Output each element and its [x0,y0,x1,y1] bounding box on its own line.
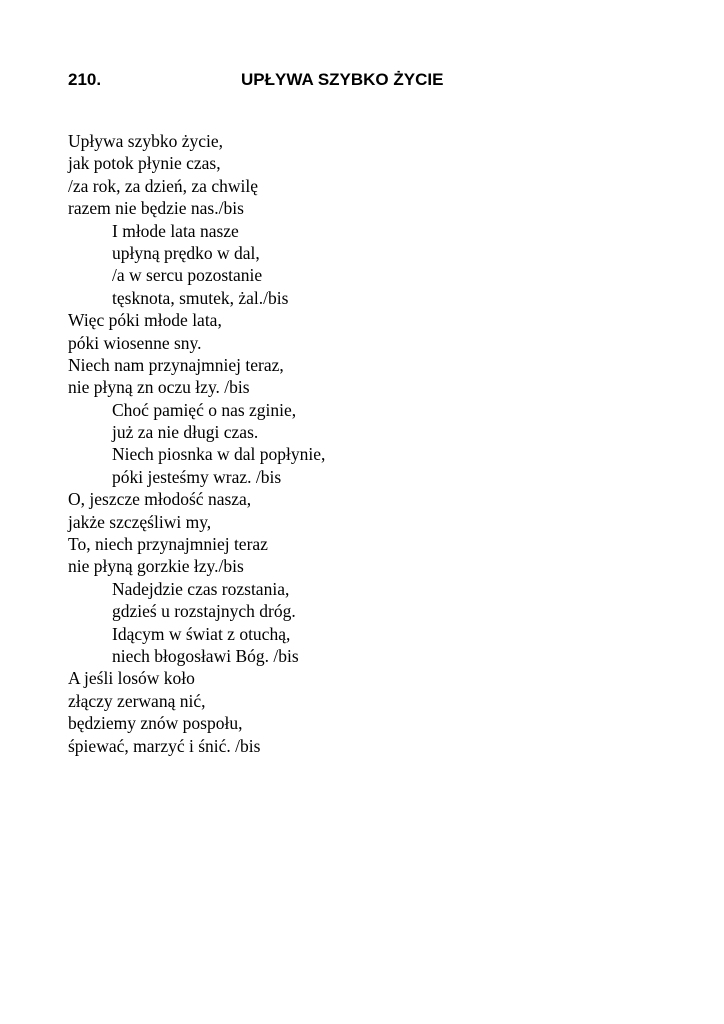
lyric-line: już za nie długi czas. [112,422,259,443]
lyric-line: póki wiosenne sny. [68,332,202,353]
lyric-line: /za rok, za dzień, za chwilę [68,175,258,196]
lyric-line: Niech piosnka w dal popłynie, [112,444,326,465]
lyric-line: upłyną prędko w dal, [112,242,260,263]
lyric-line: To, niech przynajmniej teraz [68,534,268,555]
lyric-line: nie płyną zn oczu łzy. /bis [68,377,250,398]
lyric-line: Nadejdzie czas rozstania, [112,578,290,599]
lyric-line: śpiewać, marzyć i śnić. /bis [68,735,261,756]
lyric-line: jak potok płynie czas, [68,153,221,174]
lyric-line: Więc póki młode lata, [68,310,222,331]
lyrics-block [68,130,668,757]
lyric-line: I młode lata nasze [112,220,239,241]
lyric-line: Niech nam przynajmniej teraz, [68,354,284,375]
song-number: 210. [68,70,102,89]
lyric-line: /a w sercu pozostanie [112,265,263,286]
lyric-line: Idącym w świat z otuchą, [112,623,291,644]
lyric-line: póki jesteśmy wraz. /bis [112,466,282,487]
lyric-line: gdzieś u rozstajnych dróg. [112,601,296,622]
lyric-line: niech błogosławi Bóg. /bis [112,645,299,666]
lyric-line: Upływa szybko życie, [68,131,224,151]
lyric-line: jakże szczęśliwi my, [68,511,212,532]
lyric-line: O, jeszcze młodość nasza, [68,489,252,510]
lyric-line: A jeśli losów koło [68,668,195,689]
song-title: UPŁYWA SZYBKO ŻYCIE [241,70,444,89]
lyric-line: razem nie będzie nas./bis [68,198,244,219]
song-header [68,70,668,94]
lyric-line: złączy zerwaną nić, [68,690,206,711]
lyric-line: tęsknota, smutek, żal./bis [112,287,289,308]
lyric-line: będziemy znów pospołu, [68,713,243,734]
lyric-line: nie płyną gorzkie łzy./bis [68,556,244,577]
lyric-line: Choć pamięć o nas zginie, [112,399,297,420]
